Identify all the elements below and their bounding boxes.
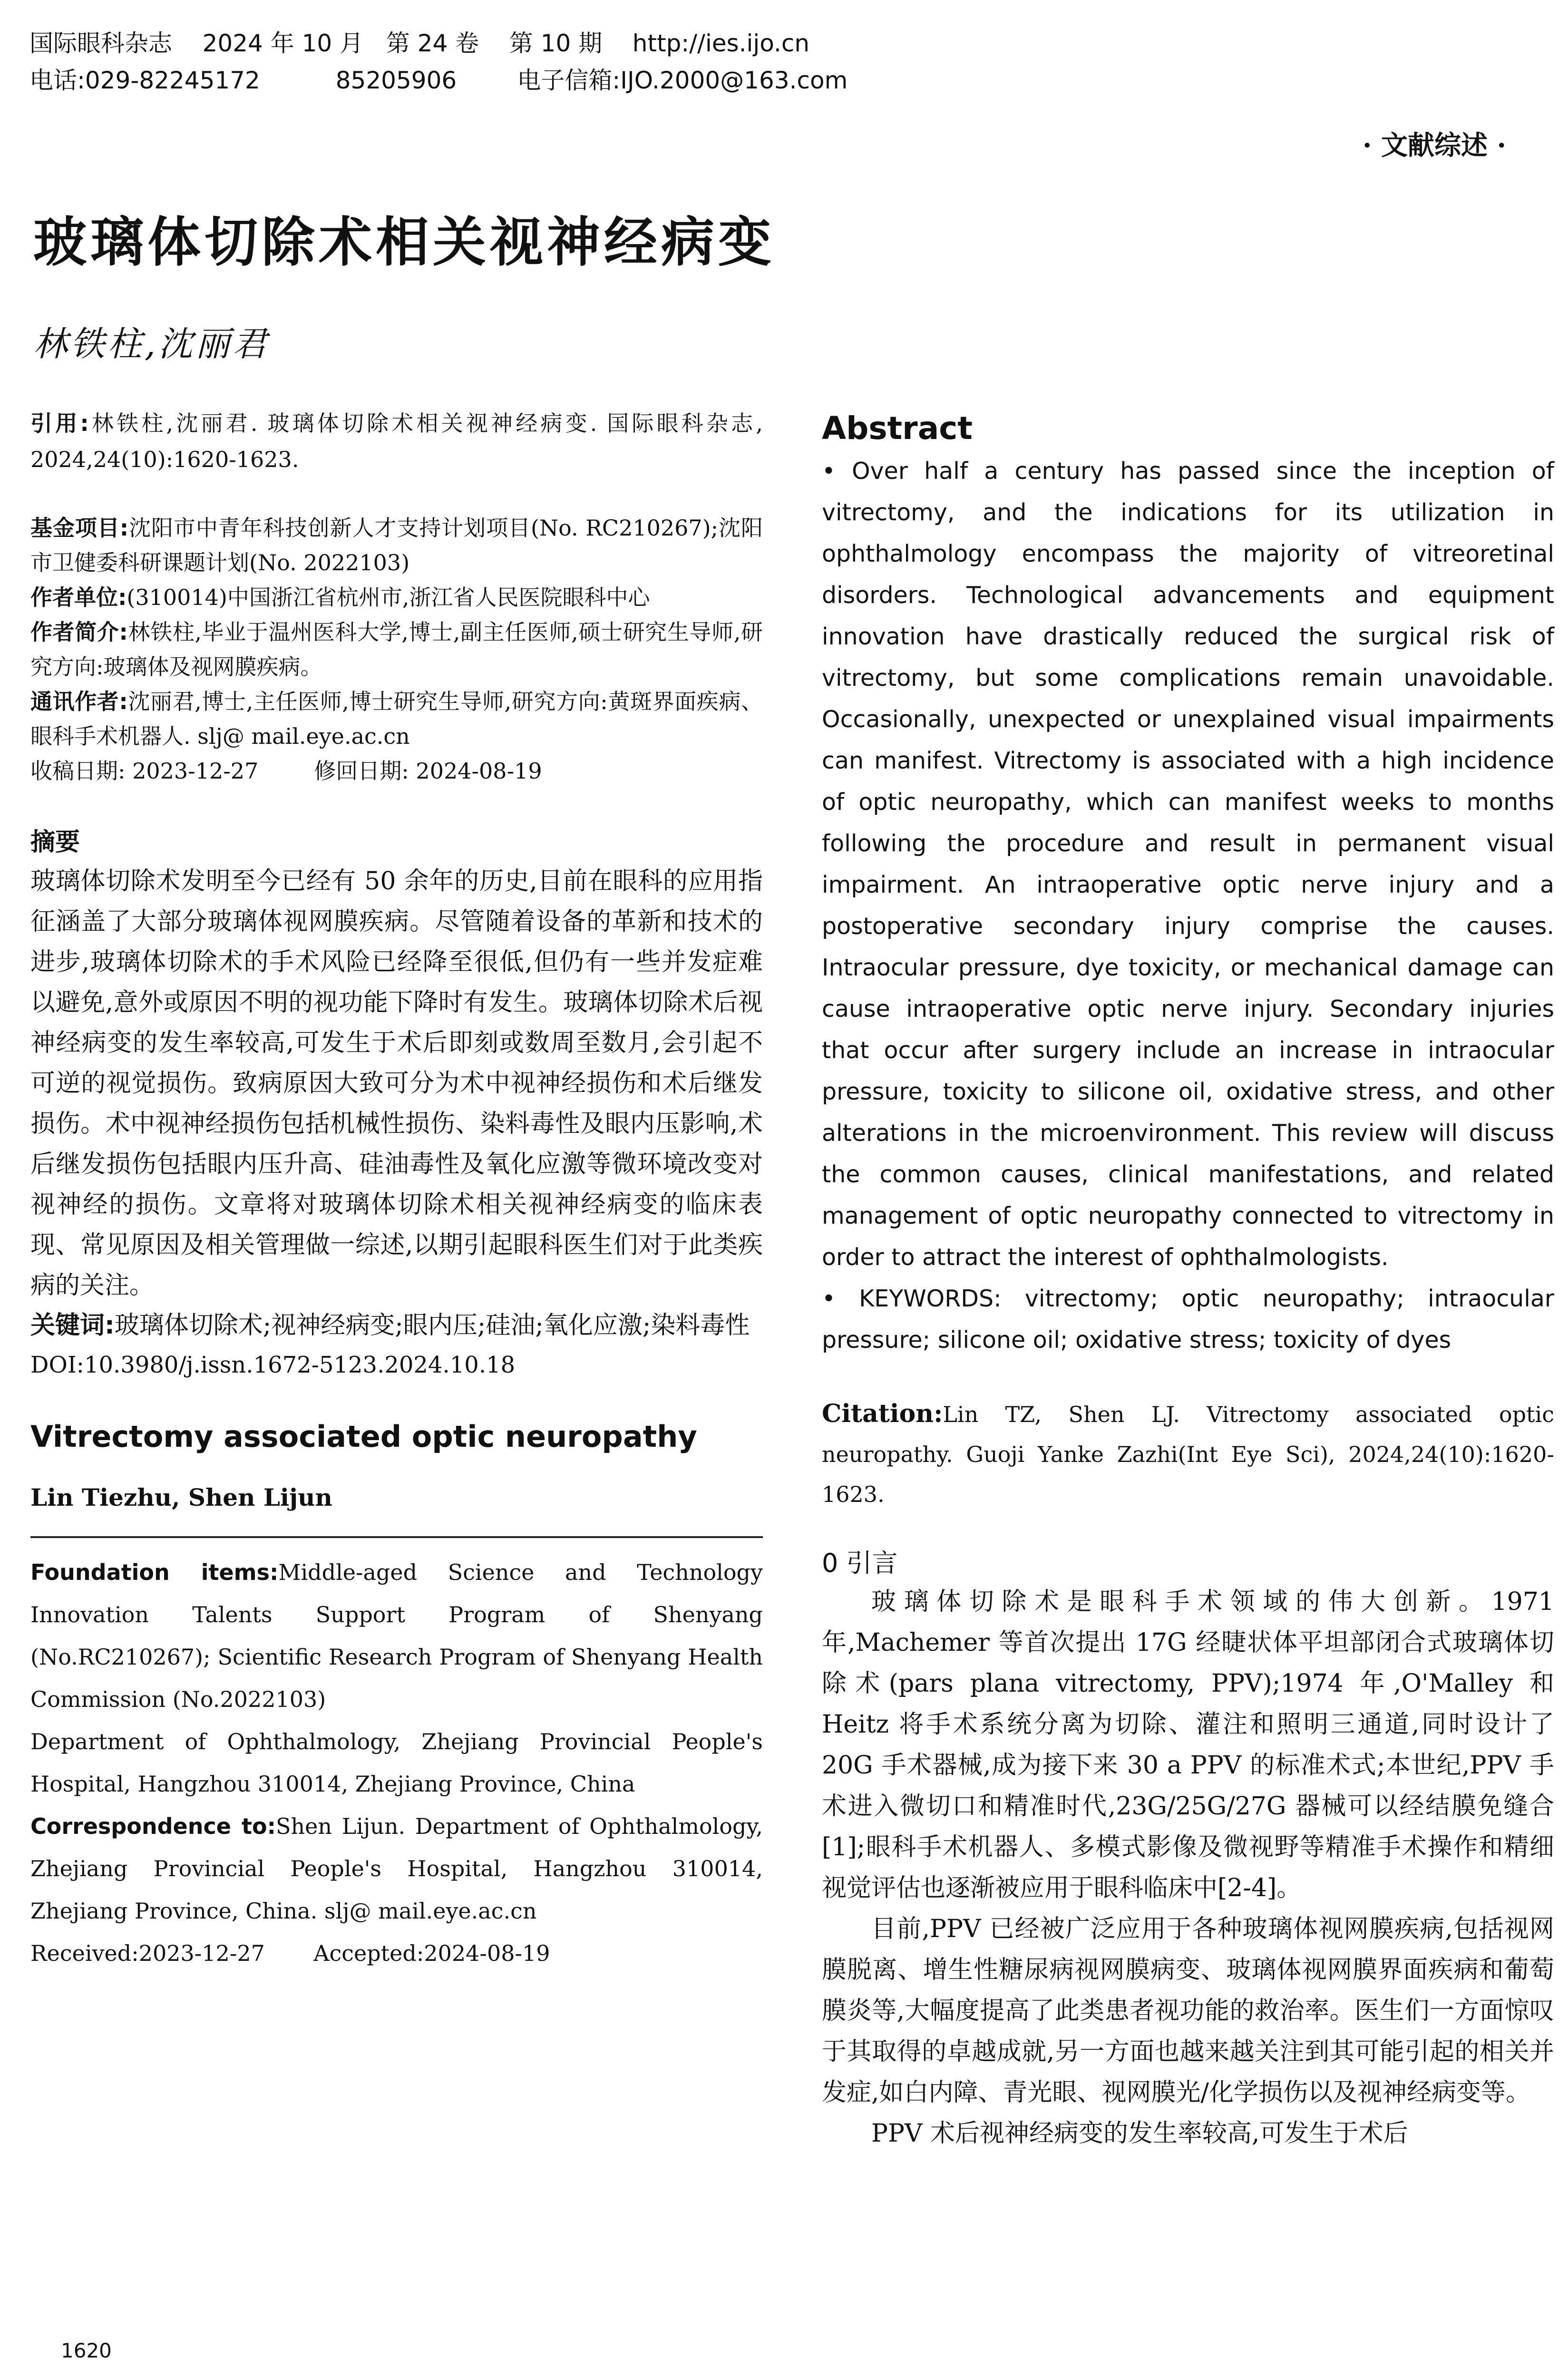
journal-header [29,25,1537,99]
bio-cn-text: 林铁柱,毕业于温州医科大学,博士,副主任医师,硕士研究生导师,研究方向:玻璃体及视网膜疾病。 [30,619,763,680]
page-number: 1620 [61,2339,112,2362]
corr-cn [30,684,763,754]
divider-rule [30,1536,763,1538]
article-authors: 林铁柱,沈丽君 [33,324,270,364]
english-authors: Lin Tiezhu, Shen Lijun [30,1483,332,1511]
fund-cn-label: 基金项目: [30,515,129,541]
bio-cn [30,615,763,684]
abstract-en-body: • Over half a century has passed since the inception of vitrectomy, and the indications for its utilization in ophthalmology encompass the majority of vitreoretinal disorders. Technological advancements and equipment innovation have drastically reduced the surgical risk of vitrectomy, but some complications remain unavoidable. Occasionally, unexpected or unexplained visual impairments can manifest. Vitrectomy is associated with a high incidence of optic neuropathy, which can manifest weeks to months following the procedure and result in permanent visual impairment. An intraoperative optic nerve injury and a postoperative secondary injury comprise the causes. Intraocular pressure, dye toxicity, or mechanical damage can cause intraoperative optic nerve injury. Secondary injuries that occur after surgery include an increase in intraocular pressure, toxicity to silicone oil, oxidative stress, and other alterations in the microenvironment. This review will discuss the common causes, clinical manifestations, and related management of optic neuropathy connected to vitrectomy in order to attract the interest of ophthalmologists. [822,458,1554,1271]
english-title: Vitrectomy associated optic neuropathy [30,1419,697,1454]
citation-en-text: Lin TZ, Shen LJ. Vitrectomy associated optic neuropathy. Guoji Yanke Zazhi(Int Eye Sci), 2024,24(10):1620-1623. [822,1402,1554,1507]
corr-en [30,1805,763,1932]
corr-cn-label: 通讯作者: [30,689,128,714]
fund-en-label: Foundation items: [30,1559,279,1585]
citation-cn-label: 引用: [30,410,89,436]
abstract-cn-body: 玻璃体切除术发明至今已经有 50 余年的历史,目前在眼科的应用指征涵盖了大部分玻璃体视网膜疾病。尽管随着设备的革新和技术的进步,玻璃体切除术的手术风险已经降至很低,但仍有一些并发症难以避免,意外或原因不明的视功能下降时有发生。玻璃体切除术后视神经病变的发生率较高,可发生于术后即刻或数周至数月,会引起不可逆的视觉损伤。致病原因大致可分为术中视神经损伤和术后继发损伤。术中视神经损伤包括机械性损伤、染料毒性及眼内压影响,术后继发损伤包括眼内压升高、硅油毒性及氧化应激等微环境改变对视神经的损伤。文章将对玻璃体切除术相关视神经病变的临床表现、常见原因及相关管理做一综述,以期引起眼科医生们对于此类疾病的关注。 [30,867,763,1300]
keywords-cn [30,1306,763,1345]
dept-en: Department of Ophthalmology, Zhejiang Provincial People's Hospital, Hangzhou 310014, Zhejiang Province, China [30,1729,763,1797]
citation-en [822,1394,1554,1514]
intro-heading: 0 引言 [822,1548,898,1578]
doi: DOI:10.3980/j.issn.1672-5123.2024.10.18 [30,1352,516,1378]
fund-en [30,1551,763,1721]
keywords-cn-label: 关键词: [30,1311,115,1340]
fund-en-text: Middle-aged Science and Technology Innovation Talents Support Program of Shenyang (No.RC210267); Scientific Research Program of Shenyang Health Commission (No.2022103) [30,1559,763,1712]
left-column [30,405,763,1975]
corr-cn-text: 沈丽君,博士,主任医师,博士研究生导师,研究方向:黄斑界面疾病、眼科手术机器人. slj@ mail.eye.ac.cn [30,689,763,749]
section-tag: · 文献综述 · [1363,130,1506,161]
affil-cn [30,580,763,615]
english-meta [30,1551,763,1975]
affil-cn-label: 作者单位: [30,585,127,610]
fund-cn [30,511,763,580]
header-line-contact: 电话:029-82245172 85205906 电子信箱:IJO.2000@163.com [29,67,848,94]
dates-en: Received:2023-12-27 Accepted:2024-08-19 [30,1940,550,1966]
intro-paragraph-3: PPV 术后视神经病变的发生率较高,可发生于术后 [871,2119,1408,2148]
abstract-en-heading: Abstract [822,410,973,447]
keywords-cn-text: 玻璃体切除术;视神经病变;眼内压;硅油;氧化应激;染料毒性 [114,1311,750,1340]
citation-cn-text: 林铁柱,沈丽君. 玻璃体切除术相关视神经病变. 国际眼科杂志, 2024,24(10):1620-1623. [30,410,763,472]
article-meta-cn [30,511,763,789]
dates-cn: 收稿日期: 2023-12-27 修回日期: 2024-08-19 [30,758,542,784]
keywords-en: • KEYWORDS: vitrectomy; optic neuropathy; intraocular pressure; silicone oil; oxidative stress; toxicity of dyes [822,1285,1554,1354]
bio-cn-label: 作者简介: [30,619,128,645]
intro-body [822,1581,1554,2154]
citation-en-label: Citation: [822,1399,943,1428]
intro-paragraph-1: 玻璃体切除术是眼科手术领域的伟大创新。1971 年,Machemer 等首次提出 17G 经睫状体平坦部闭合式玻璃体切除术(pars plana vitrectomy, PPV);1974 年,O'Malley 和 Heitz 将手术系统分离为切除、灌注和照明三通道,同时设计了 20G 手术器械,成为接下来 30 a PPV 的标准术式;本世纪,PPV 手术进入微切口和精准时代,23G/25G/27G 器械可以经结膜免缝合[1];眼科手术机器人、多模式影像及微视野等精准手术操作和精细视觉评估也逐渐被应用于眼科临床中[2-4]。 [822,1588,1554,1902]
corr-en-label: Correspondence to: [30,1813,276,1839]
affil-cn-text: (310014)中国浙江省杭州市,浙江省人民医院眼科中心 [127,585,650,610]
article-title: 玻璃体切除术相关视神经病变 [33,212,775,273]
fund-cn-text: 沈阳市中青年科技创新人才支持计划项目(No. RC210267);沈阳市卫健委科研课题计划(No. 2022103) [30,515,763,575]
citation-cn [30,405,763,477]
corr-en-text: Shen Lijun. Department of Ophthalmology, Zhejiang Provincial People's Hospital, Hangzhou 310014, Zhejiang Province, China. slj@ mail.eye.ac.cn [30,1813,763,1924]
header-line-journal: 国际眼科杂志 2024 年 10 月 第 24 卷 第 10 期 http://ies.ijo.cn [29,29,810,57]
intro-paragraph-2: 目前,PPV 已经被广泛应用于各种玻璃体视网膜疾病,包括视网膜脱离、增生性糖尿病视网膜病变、玻璃体视网膜界面疾病和葡萄膜炎等,大幅度提高了此类患者视功能的救治率。医生们一方面惊叹于其取得的卓越成就,另一方面也越来越关注到其可能引起的相关并发症,如白内障、青光眼、视网膜光/化学损伤以及视神经病变等。 [822,1915,1554,2107]
right-column [822,405,1554,2154]
abstract-cn-heading: 摘要 [30,828,80,857]
